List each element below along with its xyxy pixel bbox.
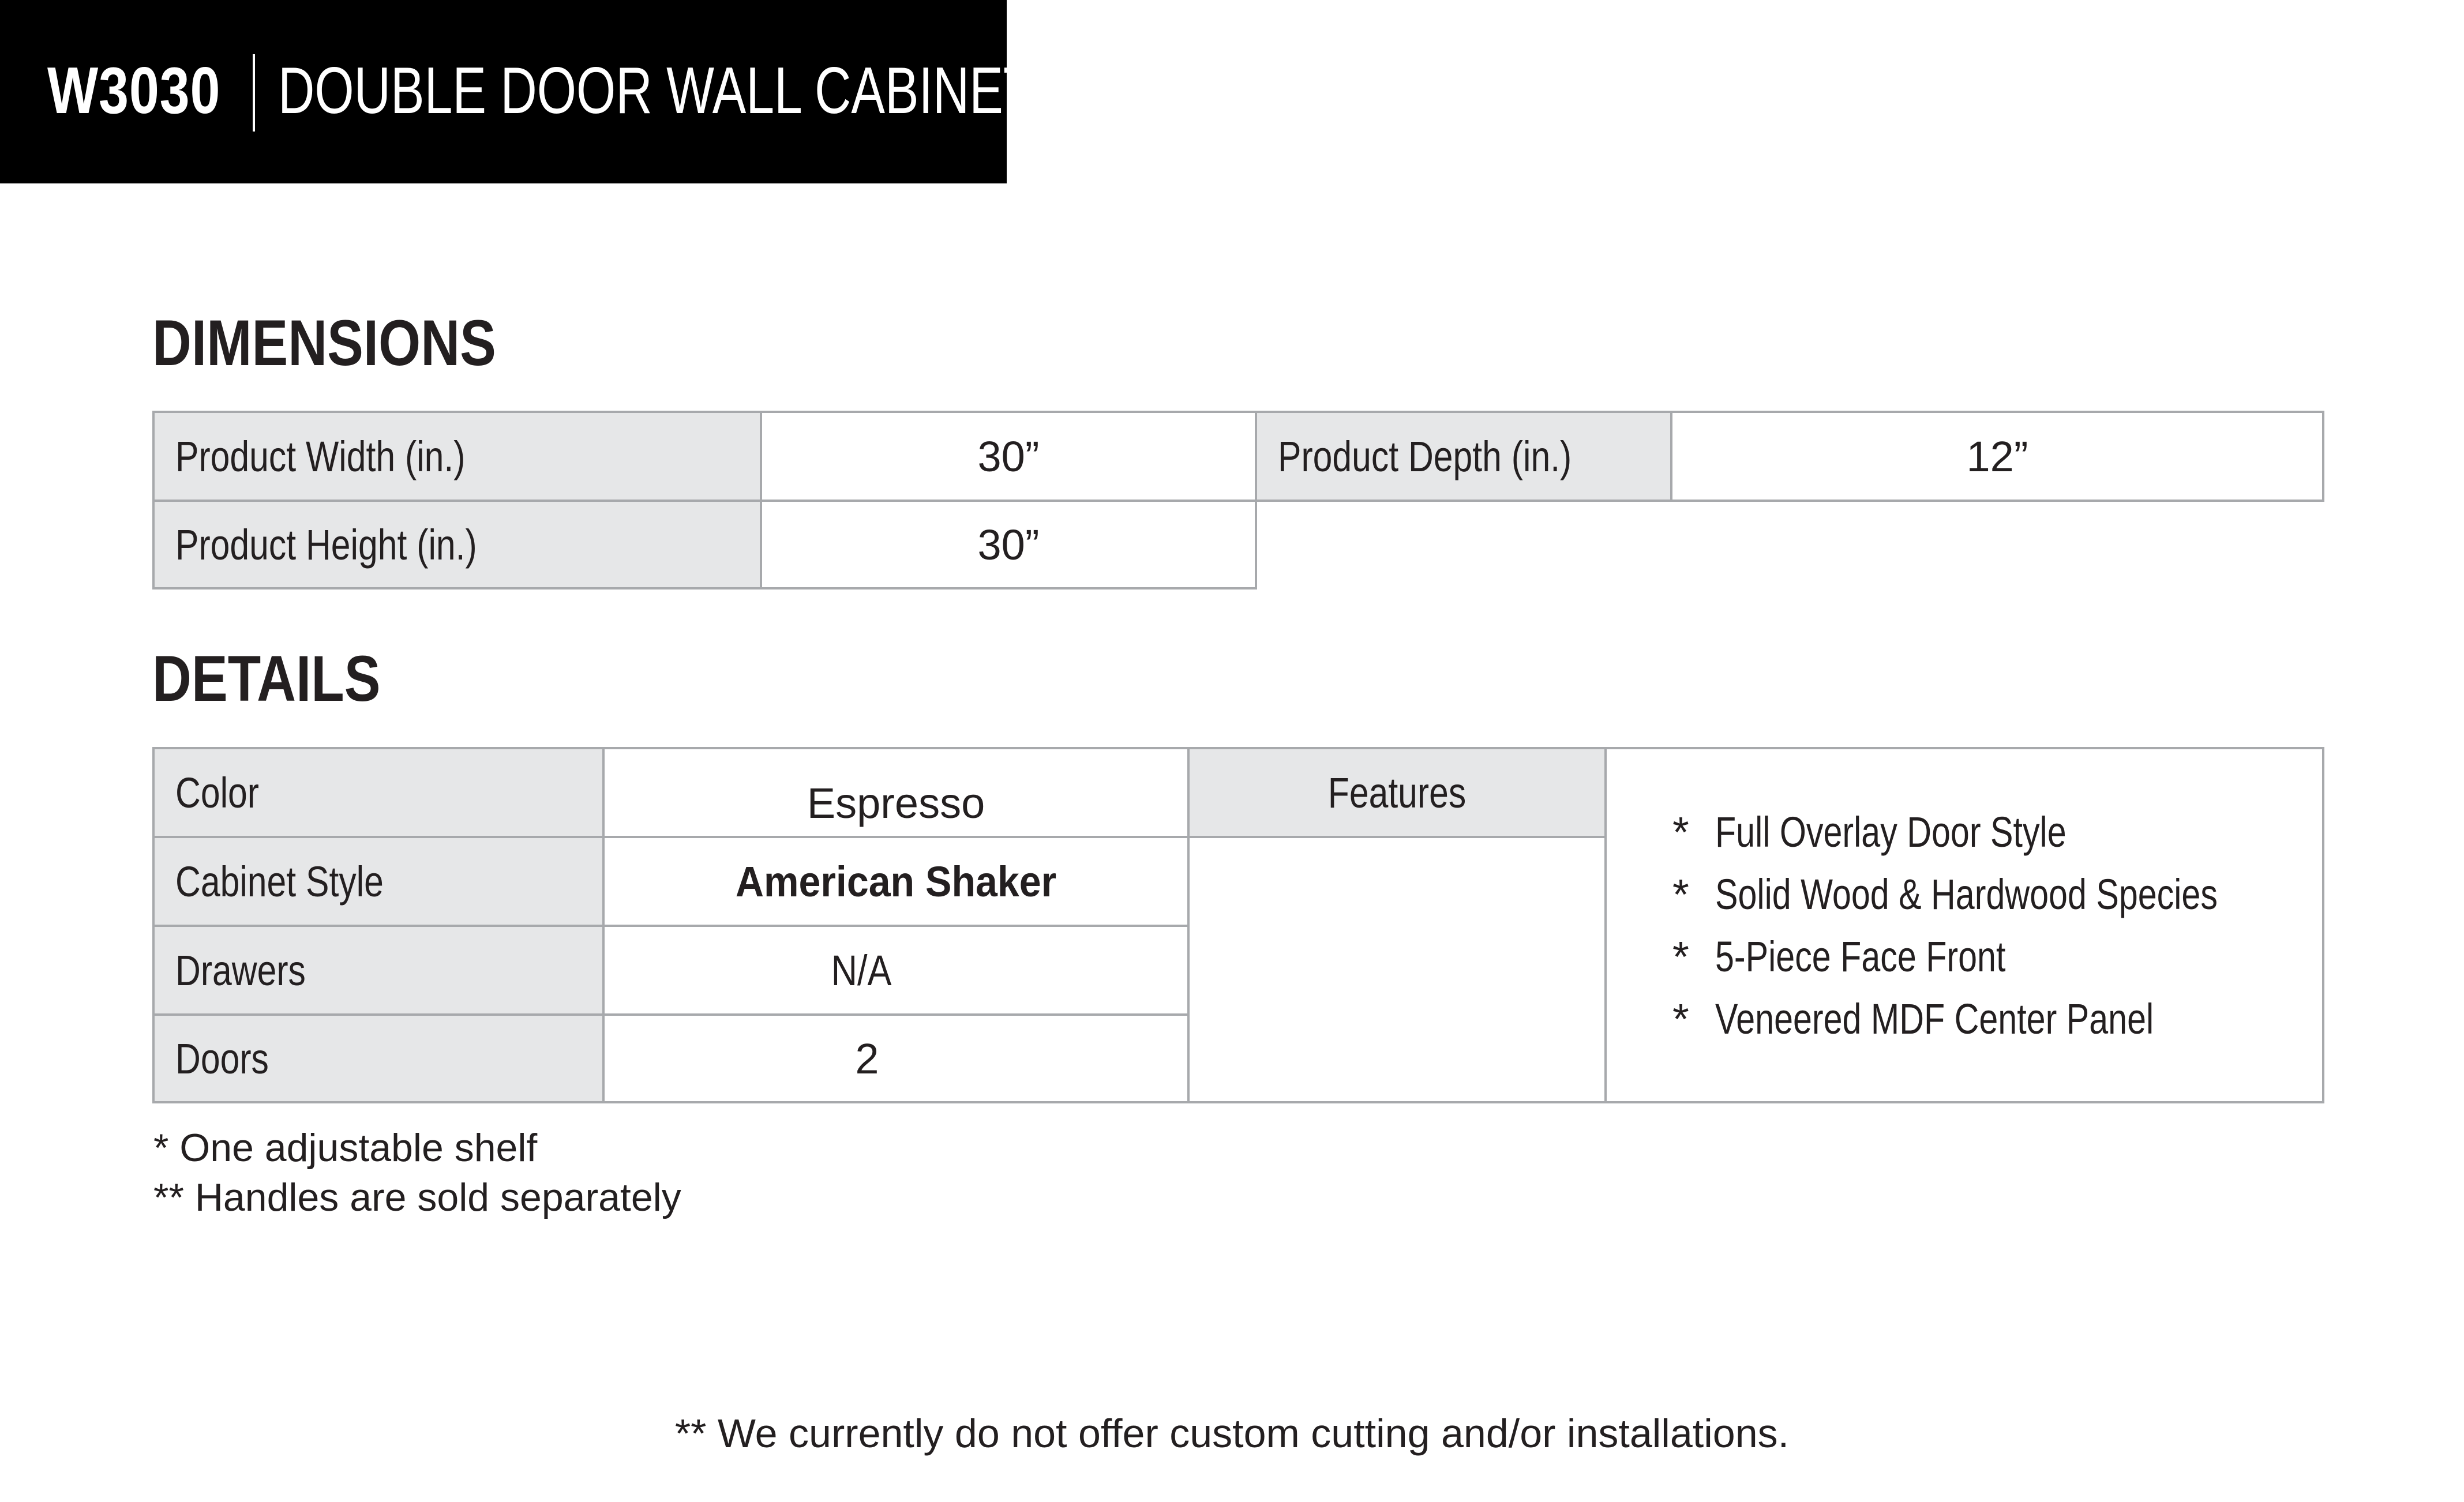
details-drawers-label-cell — [152, 925, 605, 1016]
color-value: Espresso — [807, 779, 985, 827]
color-label: Color — [175, 768, 260, 817]
details-drawers-value-cell — [602, 925, 1190, 1016]
features-label-cell — [1187, 747, 1607, 838]
product-code: W3030 — [47, 54, 221, 127]
feature-bullet: * — [1672, 808, 1689, 856]
product-width-value: 30” — [977, 432, 1040, 480]
product-height-value: 30” — [977, 520, 1040, 569]
details-style-label-cell — [152, 836, 605, 927]
header-banner — [0, 0, 1034, 183]
features-label: Features — [1327, 768, 1467, 817]
dimensions-height-value-cell — [760, 500, 1257, 589]
details-doors-value-cell — [602, 1013, 1190, 1103]
dimensions-depth-label-cell — [1255, 411, 1672, 502]
feature-text: 5-Piece Face Front — [1715, 933, 2006, 981]
features-empty-cell — [1187, 836, 1607, 1103]
dimensions-width-label-cell — [152, 411, 762, 502]
note-shelf: * One adjustable shelf — [153, 1126, 538, 1170]
product-depth-label: Product Depth (in.) — [1278, 432, 1572, 480]
details-color-label-cell — [152, 747, 605, 838]
product-depth-value: 12” — [1966, 432, 2028, 480]
doors-label: Doors — [175, 1034, 269, 1083]
dimensions-height-label-cell — [152, 500, 762, 589]
dimensions-heading: DIMENSIONS — [152, 307, 496, 379]
doors-value: 2 — [855, 1034, 879, 1083]
features-list-cell — [1604, 747, 2324, 1103]
dimensions-width-value-cell — [760, 411, 1257, 502]
drawers-value: N/A — [831, 946, 892, 994]
feature-text: Solid Wood & Hardwood Species — [1715, 870, 2218, 918]
header-divider — [253, 54, 255, 132]
details-heading: DETAILS — [152, 643, 381, 715]
details-style-value-cell — [602, 836, 1190, 927]
dimensions-depth-value-cell — [1670, 411, 2324, 502]
product-width-label: Product Width (in.) — [175, 432, 466, 480]
cabinet-style-label: Cabinet Style — [175, 857, 384, 906]
feature-bullet: * — [1672, 870, 1689, 918]
feature-text: Veneered MDF Center Panel — [1715, 995, 2154, 1043]
feature-text: Full Overlay Door Style — [1715, 808, 2067, 856]
feature-bullet: * — [1672, 933, 1689, 981]
product-title: DOUBLE DOOR WALL CABINET — [278, 54, 1034, 127]
cabinet-style-value: American Shaker — [735, 857, 1057, 906]
drawers-label: Drawers — [175, 946, 306, 994]
note-handles: ** Handles are sold separately — [153, 1176, 681, 1219]
disclaimer-text: ** We currently do not offer custom cutting and/or installations. — [674, 1411, 1790, 1456]
details-color-value-cell — [602, 747, 1190, 838]
feature-bullet: * — [1672, 995, 1689, 1043]
product-height-label: Product Height (in.) — [175, 520, 477, 569]
details-doors-label-cell — [152, 1013, 605, 1103]
